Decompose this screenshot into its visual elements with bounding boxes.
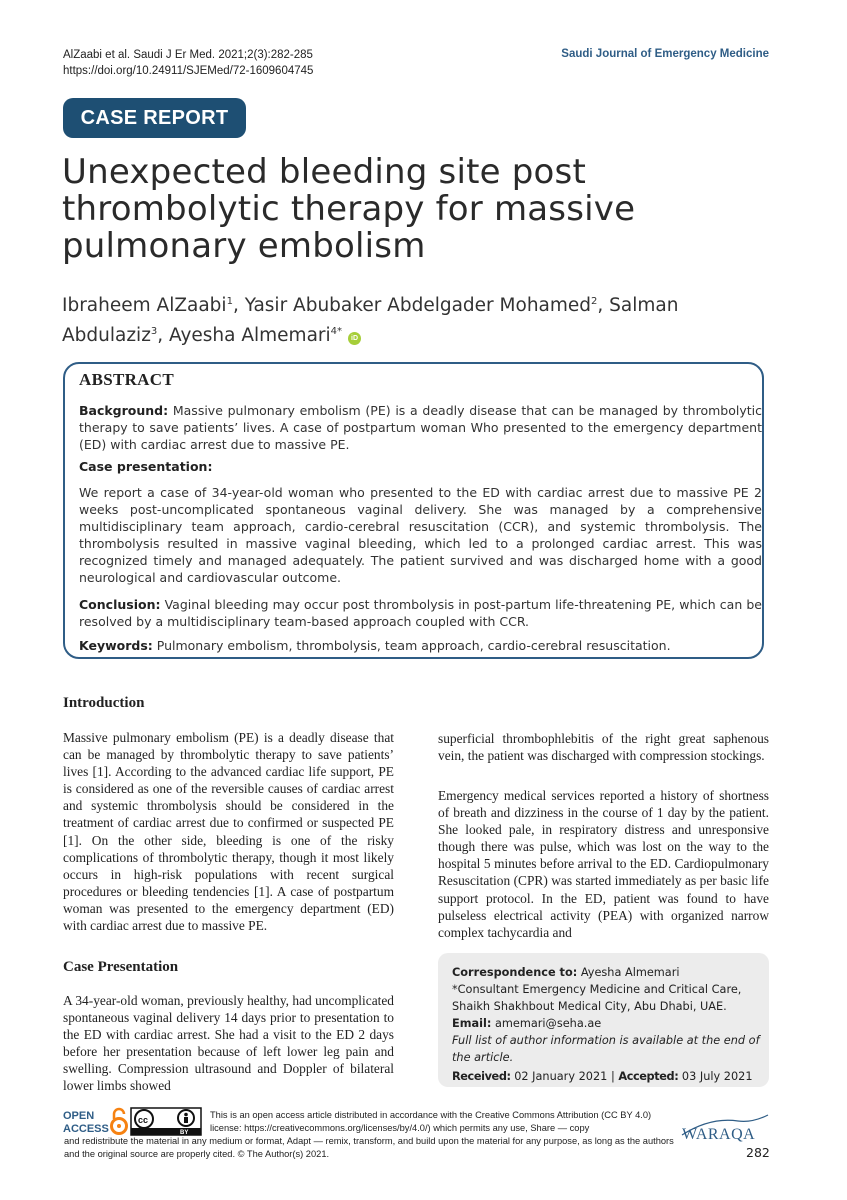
abstract-background — [79, 402, 762, 453]
license-line: This is an open access article distributed in accordance with the Creative Commons Attribution (CC BY 4.0) license: https://creativecommons.org/licenses/by/4.0/) which permits any use, Share — copy — [210, 1110, 652, 1133]
keywords-label: Keywords: — [79, 638, 153, 653]
cc-label: cc — [138, 1115, 149, 1125]
keywords-text: Pulmonary embolism, thrombolysis, team approach, cardio-cerebral resuscitation. — [152, 638, 671, 653]
body-paragraph: superficial thrombophlebitis of the right great saphenous vein, the patient was discharged with compression stockings. — [438, 731, 769, 764]
case-presentation-label — [79, 458, 762, 475]
open-access-word: OPEN — [63, 1110, 95, 1122]
author: Ayesha Almemari — [169, 325, 331, 347]
author-info-note: Full list of author information is available at the end of the article. — [452, 1034, 760, 1064]
case-label-text: Case presentation: — [79, 459, 213, 474]
doi-link[interactable]: https://doi.org/10.24911/SJEMed/72-1609604745 — [63, 65, 314, 77]
license-line: and redistribute the material in any medium or format, Adapt — remix, transform, and build upon the material for any purpose, as long as the authors and the original source are properly cited. © The Author(s) 2021. — [64, 1136, 674, 1159]
waraqa-publisher-logo — [680, 1113, 770, 1143]
author-separator: , — [157, 325, 170, 347]
author: Ibraheem AlZaabi — [62, 295, 227, 317]
body-paragraph: Emergency medical services reported a history of shortness of breath and dizziness in the course of 1 day by the patient. She looked pale, in respiratory distress and unresponsive though there was pulse, which was lost on the way to the hospital 5 minutes before arrival to the ED. Cardiopulmonary Resuscitation (CPR) was started immediately as per basic life support protocol. In the ED, patient was found to have pulseless electrical activity (PEA) with organized narrow complex tachycardia and — [438, 788, 769, 940]
abstract-keywords — [79, 637, 762, 654]
received-label: Received: — [452, 1070, 511, 1083]
author-affiliation: 4* — [330, 326, 343, 338]
correspondence-affiliation: Shaikh Shakhbout Medical City, Abu Dhabi, UAE. — [452, 1000, 727, 1013]
article-title: Unexpected bleeding site post thrombolytic therapy for massive pulmonary embolism — [62, 152, 636, 266]
author: Salman Abdulaziz — [62, 295, 679, 347]
author-affiliation: 1 — [226, 296, 233, 307]
accepted-label: Accepted: — [618, 1070, 679, 1083]
author-affiliation: 2 — [591, 296, 598, 307]
author-list — [62, 289, 782, 349]
correspondence-text — [452, 964, 762, 1085]
conclusion-text: Vaginal bleeding may occur post thrombolysis in post-partum life-threatening PE, which can be resolved by a multidisciplinary team-based approach coupled with CCR. — [79, 597, 762, 629]
conclusion-label: Conclusion: — [79, 597, 161, 612]
introduction-heading: Introduction — [63, 695, 145, 711]
author-separator: , — [232, 295, 245, 317]
article-type-badge: CASE REPORT — [63, 98, 246, 138]
page-number: 282 — [746, 1145, 770, 1160]
received-date: 02 January 2021 — [510, 1070, 608, 1083]
author: Yasir Abubaker Abdelgader Mohamed — [244, 295, 592, 317]
abstract-conclusion — [79, 596, 762, 630]
abstract-heading: ABSTRACT — [79, 370, 174, 389]
citation-block — [63, 47, 313, 79]
author-affiliation: 3 — [150, 326, 158, 338]
journal-name: Saudi Journal of Emergency Medicine — [561, 48, 769, 60]
correspondence-name: Ayesha Almemari — [577, 966, 680, 979]
author-separator: , — [597, 295, 610, 317]
waraqa-wordmark: WARAQA — [682, 1126, 756, 1143]
email-link[interactable]: amemari@seha.ae — [491, 1017, 602, 1030]
correspondence-title: *Consultant Emergency Medicine and Critical Care, — [452, 983, 742, 996]
email-label: Email: — [452, 1017, 492, 1030]
abstract-case-text: We report a case of 34-year-old woman who presented to the ED with cardiac arrest due to massive PE 2 weeks post-uncomplicated spontaneous vaginal delivery. She was managed by a comprehensive multidisciplinary team approach, cardio-cerebral resuscitation (CCR), and systemic thrombolysis. The thrombolysis resulted in massive vaginal bleeding, which led to a prolonged cardiac arrest. This was recognized timely and managed adequately. The patient survived and was discharged home with a good neurological and cardiovascular outcome. — [79, 485, 762, 585]
by-label: BY — [180, 1130, 189, 1136]
license-text — [64, 1109, 674, 1161]
access-word: ACCESS — [63, 1123, 109, 1135]
background-text: Massive pulmonary embolism (PE) is a deadly disease that can be managed by thrombolytic therapy to save patients’ lives. A case of postpartum woman Who presented to the emergency department (ED) with cardiac arrest due to massive PE. — [79, 403, 762, 452]
date-divider: | — [607, 1070, 619, 1083]
correspondence-label: Correspondence to: — [452, 966, 578, 979]
background-label: Background: — [79, 403, 169, 418]
case-presentation-text: A 34-year-old woman, previously healthy, had uncomplicated spontaneous vaginal delivery 14 days prior to presentation to the ED with cardiac arrest. She had a visit to the ED 2 days before her presentation because of left lower leg pain and swelling. Compression ultrasound and Doppler of bilateral lower limbs showed — [63, 993, 394, 1094]
orcid-icon[interactable]: iD — [348, 332, 361, 345]
citation: AlZaabi et al. Saudi J Er Med. 2021;2(3):282-285 — [63, 49, 313, 61]
case-presentation-heading: Case Presentation — [63, 959, 179, 975]
accepted-date: 03 July 2021 — [678, 1070, 753, 1083]
introduction-text: Massive pulmonary embolism (PE) is a deadly disease that can be managed by thrombolytic therapy to save patients’ lives [1]. According to the advanced cardiac life support, PE is considered as one of the reversible causes of cardiac arrest and systemic thrombolysis should be considered in the treatment of cardiac arrest due to confirmed or suspected PE [1]. On the other side, bleeding is one of the risky complications of thrombolytic therapy, though it most likely occurs in high-risk populations with recent surgical procedures or bleeding tendencies [1]. A case of postpartum woman was presented to the emergency department (ED) with cardiac arrest due to massive PE. — [63, 730, 394, 934]
